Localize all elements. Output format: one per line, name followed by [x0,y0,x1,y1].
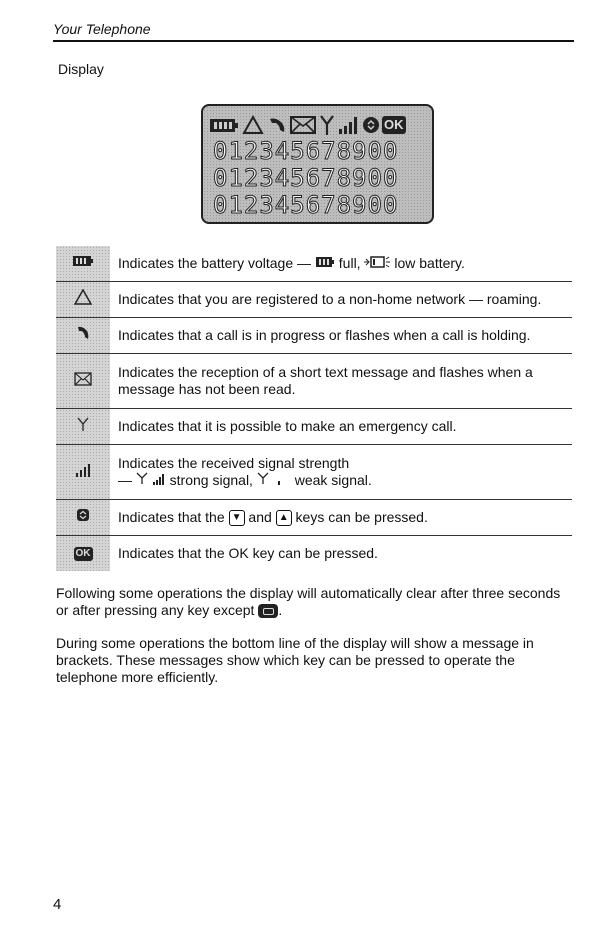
section-title: Display [58,61,104,77]
call-handset-icon [76,325,90,346]
table-row [56,536,572,571]
icon-table [56,246,572,571]
signal-bars-icon [152,472,166,489]
down-key-icon: ▼ [229,510,245,526]
row-description: Indicates the reception of a short text message and flashes when a message has not been read. [118,364,533,397]
roaming-triangle-icon [242,115,264,135]
page-number: 4 [53,896,62,913]
lcd-line-1: 012345678900 [213,137,399,165]
table-row [56,445,572,500]
scroll-keys-icon [363,117,379,133]
signal-bar-single-icon [277,472,281,489]
table-row [56,246,572,282]
envelope-icon [290,115,316,135]
antenna-icon [257,472,269,489]
row-description: Indicates that the OK key can be pressed. [118,545,378,561]
lcd-icon-row [209,113,428,137]
paragraph-brackets: During some operations the bottom line of the display will show a message in brackets. These messages show which key can be pressed to operate the telephone more efficiently. [56,635,534,685]
signal-bars-icon [338,114,360,136]
header-title: Your Telephone [53,21,151,37]
table-row [56,409,572,445]
page-header [53,21,574,42]
end-key-icon [258,604,278,618]
antenna-icon [319,114,335,136]
table-row [56,354,572,409]
battery-low-icon [364,255,390,272]
roaming-triangle-icon [74,289,92,310]
up-key-icon: ▲ [276,510,292,526]
row-description: Indicates the battery voltage — full, low battery. [118,254,465,271]
table-row [56,282,572,318]
ok-icon: OK [75,547,91,559]
lcd-line-3: 012345678900 [213,191,399,219]
lcd-display [201,104,434,224]
battery-icon [72,254,94,273]
lcd-line-2: 012345678900 [213,164,399,192]
row-description: Indicates that a call is in progress or flashes when a call is holding. [118,327,531,343]
row-description: Indicates that it is possible to make an emergency call. [118,418,457,434]
ok-icon: OK [384,117,404,132]
call-handset-icon [267,115,287,135]
table-row [56,500,572,536]
battery-full-icon [315,255,335,272]
antenna-icon [76,416,90,437]
scroll-keys-icon [76,508,90,527]
row-description: Indicates that the ▼ and ▲ keys can be pressed. [118,508,428,525]
paragraph-auto-clear: Following some operations the display will automatically clear after three seconds or after pressing any key except . [56,585,561,618]
row-description: Indicates the received signal strength [118,454,350,471]
antenna-icon [136,472,148,489]
signal-bars-icon [75,462,91,483]
table-row [56,318,572,354]
row-description: Indicates that you are registered to a non-home network — roaming. [118,291,542,307]
envelope-icon [74,372,92,391]
row-description-detail: — strong signal, weak signal. [118,471,372,488]
battery-icon [209,116,239,134]
